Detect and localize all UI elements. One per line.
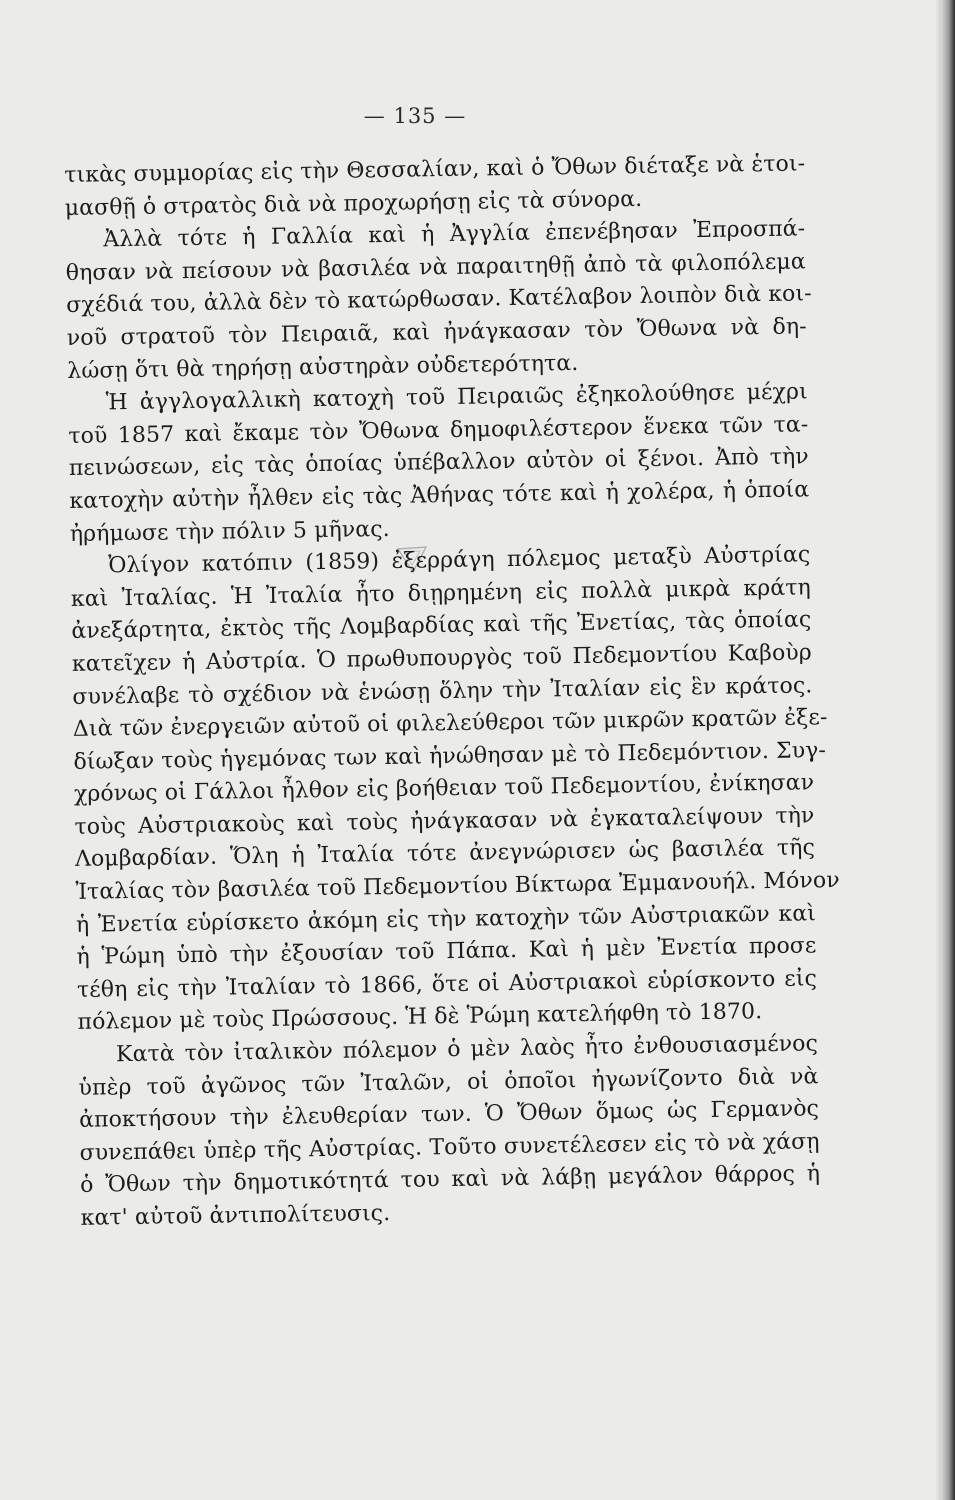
text-line: θησαν νὰ πείσουν νὰ βασιλέα νὰ παραιτηθῇ ἀπὸ τὰ φιλοπόλεμα bbox=[65, 249, 806, 286]
text-line: ἡ Ῥώμη ὑπὸ τὴν ἐξουσίαν τοῦ Πάπα. Καὶ ἡ μὲν Ἐνετία προσε bbox=[76, 933, 817, 971]
text-line: λώσῃ ὅτι θὰ τηρήσῃ αὐστηρὰν οὐδετερότητα. bbox=[67, 350, 579, 384]
text-line: κατ' αὐτοῦ ἀντιπολίτευσις. bbox=[80, 1201, 391, 1231]
text-line: τέθη εἰς τὴν Ἰταλίαν τὸ 1866, ὅτε οἱ Αὐστριακοὶ εὑρίσκοντο εἰς bbox=[76, 966, 818, 1003]
text-line: Ἡ ἀγγλογαλλικὴ κατοχὴ τοῦ Πειραιῶς ἐξηκολούθησε μέχρι bbox=[105, 379, 808, 416]
text-line: τικὰς συμμορίας εἰς τὴν Θεσσαλίαν, καὶ ὁ Ὄθων διέταξε νὰ ἑτοι- bbox=[64, 151, 806, 188]
text-line: τοῦ 1857 καὶ ἔκαμε τὸν Ὄθωνα δημοφιλέστερον ἕνεκα τῶν τα- bbox=[68, 412, 809, 449]
text-line: Λομβαρδίαν. Ὅλη ἡ Ἰταλία τότε ἀνεγνώρισεν ὡς βασιλέα τῆς bbox=[74, 835, 816, 873]
text-line: ἠρήμωσε τὴν πόλιν 5 μῆνας. bbox=[69, 516, 390, 547]
text-line: ὁ Ὄθων τὴν δημοτικότητά του καὶ νὰ λάβῃ μεγάλον θάρρος ἡ bbox=[79, 1161, 821, 1199]
text-line: χρόνως οἱ Γάλλοι ἦλθον εἰς βοήθειαν τοῦ Πεδεμοντίου, ἐνίκησαν bbox=[73, 770, 815, 808]
text-line: πόλεμον μὲ τοὺς Πρώσσους. Ἡ δὲ Ῥώμη κατελήφθη τὸ 1870. bbox=[77, 999, 763, 1036]
page-number: — 135 — bbox=[363, 104, 467, 128]
text-line: ἀνεξάρτητα, ἐκτὸς τῆς Λομβαρδίας καὶ τῆς Ἐνετίας, τὰς ὁποίας bbox=[71, 607, 812, 645]
text-line: σχέδιά του, ἀλλὰ δὲν τὸ κατώρθωσαν. Κατέλαβον λοιπὸν διὰ κοι- bbox=[66, 281, 812, 319]
text-line: συνεπάθει ὑπὲρ τῆς Αὐστρίας. Τοῦτο συνετέλεσεν εἰς τὸ νὰ χάσῃ bbox=[79, 1129, 820, 1166]
text-line: Ἀλλὰ τότε ἡ Γαλλία καὶ ἡ Ἀγγλία ἐπενέβησαν Ἐπροσπά- bbox=[103, 216, 806, 253]
text-line: συνέλαβε τὸ σχέδιον νὰ ἑνώσῃ ὅλην τὴν Ἰταλίαν εἰς ἓν κράτος. bbox=[72, 672, 813, 710]
text-line: Ἰταλίας τὸν βασιλέα τοῦ Πεδεμοντίου Βίκτωρα Ἐμμανουήλ. Μόνον bbox=[75, 867, 840, 905]
text-line: Κατὰ τὸν ἰταλικὸν πόλεμον ὁ μὲν λαὸς ἦτο ἐνθουσιασμένος bbox=[115, 1031, 819, 1068]
text-line: τοὺς Αὐστριακοὺς καὶ τοὺς ἠνάγκασαν νὰ ἐγκαταλείψουν τὴν bbox=[74, 803, 815, 840]
text-line: μασθῇ ὁ στρατὸς διὰ νὰ προχωρήσῃ εἰς τὰ σύνορα. bbox=[64, 186, 643, 221]
text-line: πεινώσεων, εἰς τὰς ὁποίας ὑπέβαλλον αὐτὸν οἱ ξένοι. Ἀπὸ τὴν bbox=[68, 444, 809, 482]
body-text bbox=[64, 148, 840, 1235]
text-line: ἀποκτήσουν τὴν ἐλευθερίαν των. Ὁ Ὄθων ὅμως ὡς Γερμανὸς bbox=[78, 1096, 820, 1134]
text-line: ἡ Ἐνετία εὑρίσκετο ἀκόμη εἰς τὴν κατοχὴν τῶν Αὐστριακῶν καὶ bbox=[75, 900, 817, 938]
text-line: δίωξαν τοὺς ἡγεμόνας των καὶ ἡνώθησαν μὲ τὸ Πεδεμόντιον. Συγ- bbox=[73, 737, 827, 775]
page-edge bbox=[941, 0, 955, 1500]
text-line: καὶ Ἰταλίας. Ἡ Ἰταλία ἦτο διῃρημένη εἰς πολλὰ μικρὰ κράτη bbox=[70, 575, 812, 612]
text-line: κατοχὴν αὐτὴν ἦλθεν εἰς τὰς Ἀθήνας τότε καὶ ἡ χολέρα, ἡ ὁποία bbox=[69, 477, 810, 514]
text-line: κατεῖχεν ἡ Αὐστρία. Ὁ πρωθυπουργὸς τοῦ Πεδεμοντίου Καβοὺρ bbox=[71, 640, 813, 677]
text-line: Διὰ τῶν ἐνεργειῶν αὐτοῦ οἱ φιλελεύθεροι τῶν μικρῶν κρατῶν ἐξε- bbox=[72, 705, 828, 743]
text-line: ὑπὲρ τοῦ ἀγῶνος τῶν Ἰταλῶν, οἱ ὁποῖοι ἠγωνίζοντο διὰ νὰ bbox=[78, 1063, 819, 1101]
text-line: Ὀλίγον κατόπιν (1859) ἐξερράγη πόλεμος μεταξὺ Αὐστρίας bbox=[108, 542, 811, 579]
text-line: νοῦ στρατοῦ τὸν Πειραιᾶ, καὶ ἠνάγκασαν τὸν Ὄθωνα νὰ δη- bbox=[66, 314, 807, 351]
